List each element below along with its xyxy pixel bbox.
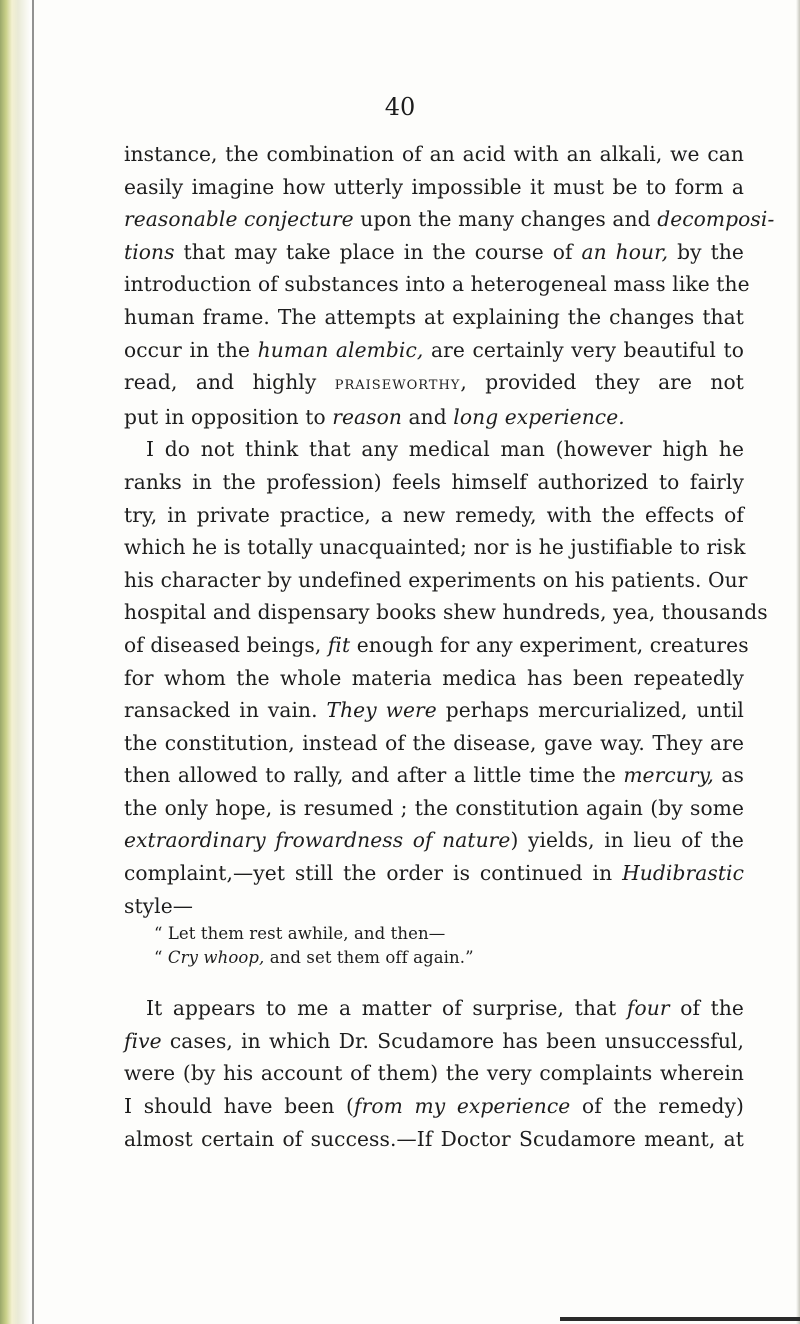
page-right-edge bbox=[796, 0, 800, 1324]
verse-quotation bbox=[124, 922, 744, 970]
text-line: ransacked in vain. They were perhaps mercurialized, until bbox=[124, 698, 744, 723]
text-line: of diseased beings, fit enough for any experiment, creatures bbox=[124, 632, 749, 657]
gutter-line bbox=[32, 0, 34, 1324]
text-line: almost certain of success.—If Doctor Scudamore meant, at bbox=[124, 1126, 744, 1151]
text-line: his character by undefined experiments on his patients. Our bbox=[124, 567, 748, 592]
text-line: extraordinary frowardness of nature) yields, in lieu of the bbox=[124, 828, 744, 853]
text-line: put in opposition to reason and long experience. bbox=[124, 404, 625, 429]
text-line: complaint,—yet still the order is continued in Hudibrastic bbox=[124, 861, 744, 886]
text-line: style— bbox=[124, 893, 194, 918]
text-line: easily imagine how utterly impossible it must be to form a bbox=[124, 174, 744, 199]
text-line: the only hope, is resumed ; the constitution again (by some bbox=[124, 795, 744, 820]
text-line: the constitution, instead of the disease, gave way. They are bbox=[124, 730, 744, 755]
text-line: I do not think that any medical man (however high he bbox=[146, 437, 744, 462]
text-line: hospital and dispensary books shew hundreds, yea, thousands bbox=[124, 600, 768, 625]
text-line: ranks in the profession) feels himself authorized to fairly bbox=[124, 469, 744, 494]
verse-line: “ Cry whoop, and set them off again.” bbox=[154, 948, 474, 968]
bottom-edge-rule bbox=[560, 1317, 800, 1321]
text-line: read, and highly praiseworthy, provided they are not bbox=[124, 370, 744, 395]
text-line: which he is totally unacquainted; nor is he justifiable to risk bbox=[124, 535, 746, 560]
text-line: for whom the whole materia medica has been repeatedly bbox=[124, 665, 744, 690]
text-line: were (by his account of them) the very complaints wherein bbox=[124, 1061, 744, 1086]
text-line: try, in private practice, a new remedy, with the effects of bbox=[124, 502, 744, 527]
page-number: 40 bbox=[384, 93, 416, 121]
text-line: occur in the human alembic, are certainly very beautiful to bbox=[124, 337, 744, 362]
text-line: tions that may take place in the course of an hour, by the bbox=[124, 239, 744, 264]
text-line: human frame. The attempts at explaining the changes that bbox=[124, 304, 744, 329]
text-line: It appears to me a matter of surprise, that four of the bbox=[146, 996, 744, 1021]
text-line: introduction of substances into a heterogeneal mass like the bbox=[124, 272, 750, 297]
text-line: reasonable conjecture upon the many changes and decomposi- bbox=[124, 207, 775, 232]
text-line: I should have been (from my experience of the remedy) bbox=[124, 1094, 744, 1119]
page-body bbox=[124, 138, 775, 1155]
text-line: then allowed to rally, and after a little time the mercury, as bbox=[124, 763, 744, 788]
text-line: instance, the combination of an acid with an alkali, we can bbox=[124, 142, 744, 166]
verse-line: “ Let them rest awhile, and then— bbox=[154, 924, 446, 944]
book-binding-edge bbox=[0, 0, 30, 1324]
text-line: five cases, in which Dr. Scudamore has been unsuccessful, bbox=[124, 1028, 744, 1053]
